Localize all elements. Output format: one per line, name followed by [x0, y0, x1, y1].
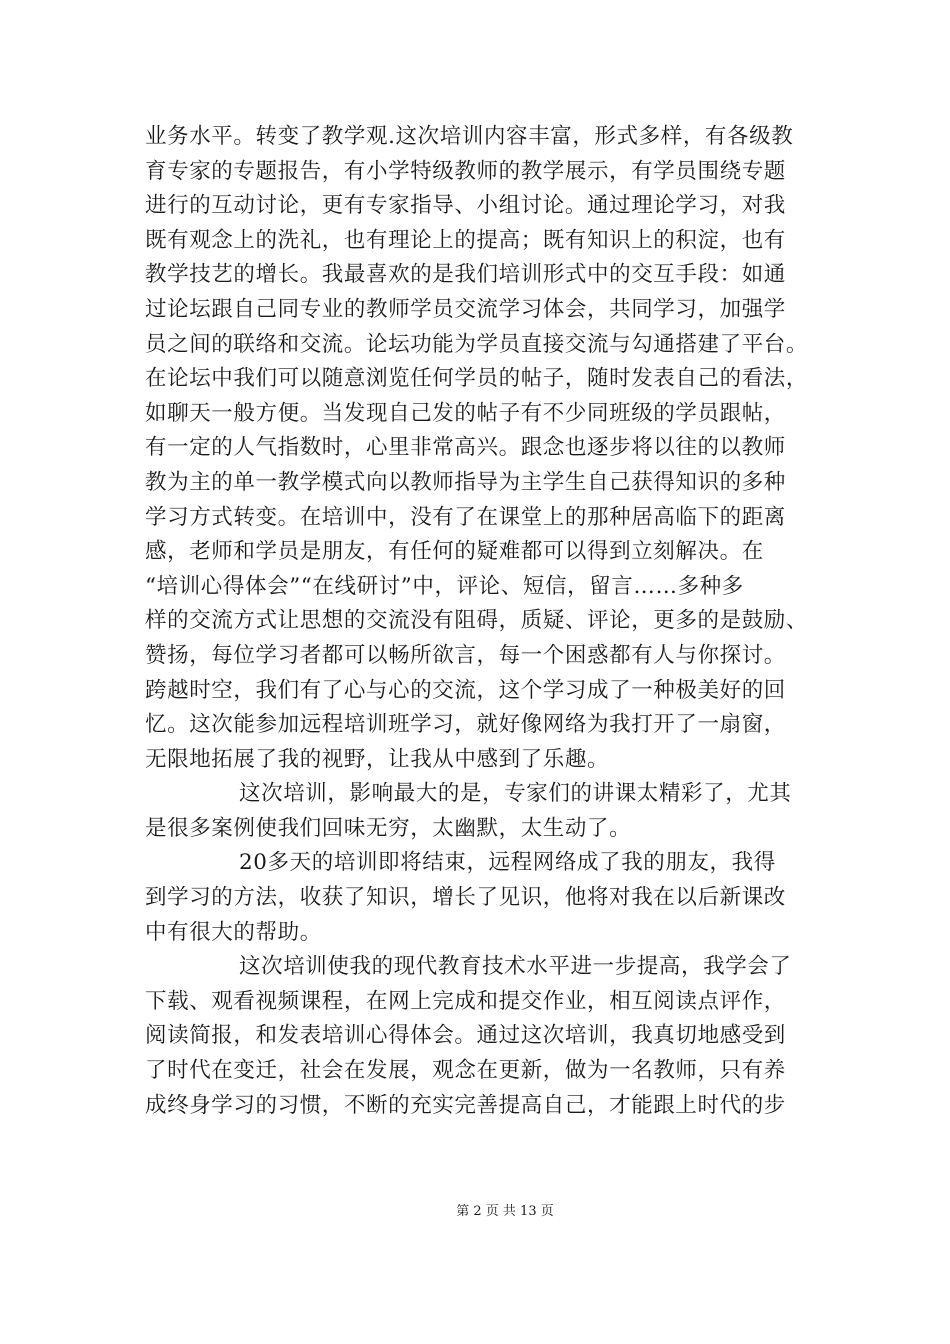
body-text — [145, 120, 825, 1123]
text-line: 是很多案例使我们回味无穷，太幽默，太生动了。 — [145, 815, 632, 841]
text-line: 跨越时空，我们有了心与心的交流，这个学习成了一种极美好的回 — [145, 677, 786, 703]
text-line: 了时代在变迁，社会在发展，观念在更新，做为一名教师，只有养 — [145, 1058, 786, 1084]
text-line: 教学技艺的增长。我最喜欢的是我们培训形式中的交互手段：如通 — [145, 262, 786, 288]
paragraph-first-line: 20多天的培训即将结束，远程网络成了我的朋友，我得 — [239, 850, 776, 876]
text-line: 样的交流方式让思想的交流没有阻碍，质疑、评论，更多的是鼓励、 — [145, 608, 809, 634]
text-line: 学习方式转变。在培训中，没有了在课堂上的那种居高临下的距离 — [145, 504, 786, 530]
paragraph-first-line: 这次培训使我的现代教育技术水平进一步提高，我学会了 — [239, 954, 792, 980]
paragraph-first-line: 这次培训，影响最大的是，专家们的讲课太精彩了，尤其 — [239, 781, 792, 807]
text-line: 在论坛中我们可以随意浏览任何学员的帖子，随时发表自己的看法， — [145, 366, 809, 392]
text-line: 阅读简报，和发表培训心得体会。通过这次培训，我真切地感受到 — [145, 1023, 786, 1049]
text-line: 无限地拓展了我的视野，让我从中感到了乐趣。 — [145, 746, 610, 772]
page-number: 第 2 页 共 13 页 — [456, 1204, 554, 1219]
text-line: “培训心得体会”“在线研讨”中，评论、短信，留言……多种多 — [145, 573, 744, 599]
text-line: 进行的互动讨论，更有专家指导、小组讨论。通过理论学习，对我 — [145, 193, 786, 219]
text-line: 赞扬，每位学习者都可以畅所欲言，每一个困惑都有人与你探讨。 — [145, 642, 786, 668]
text-line: 如聊天一般方便。当发现自己发的帖子有不少同班级的学员跟帖， — [145, 400, 786, 426]
text-line: 中有很大的帮助。 — [145, 919, 322, 945]
text-line: 感，老师和学员是朋友，有任何的疑难都可以得到立刻解决。在 — [145, 539, 764, 565]
text-line: 业务水平。转变了教学观.这次培训内容丰富，形式多样，有各级教 — [145, 124, 794, 149]
text-line: 有一定的人气指数时，心里非常高兴。跟念也逐步将以往的以教师 — [145, 435, 786, 461]
text-line: 过论坛跟自己同专业的教师学员交流学习体会，共同学习，加强学 — [145, 296, 786, 322]
text-line: 既有观念上的洗礼，也有理论上的提高；既有知识上的积淀，也有 — [145, 227, 786, 253]
text-line: 到学习的方法，收获了知识，增长了见识，他将对我在以后新课改 — [145, 885, 786, 911]
text-line: 育专家的专题报告，有小学特级教师的教学展示，有学员围绕专题 — [145, 158, 786, 184]
text-line: 忆。这次能参加远程培训班学习，就好像网络为我打开了一扇窗， — [145, 712, 786, 738]
text-line: 教为主的单一教学模式向以教师指导为主学生自己获得知识的多种 — [145, 469, 786, 495]
text-line: 成终身学习的习惯，不断的充实完善提高自己，才能跟上时代的步 — [145, 1092, 786, 1118]
text-line: 员之间的联络和交流。论坛功能为学员直接交流与勾通搭建了平台。 — [145, 331, 809, 357]
text-line: 下载、观看视频课程，在网上完成和提交作业，相互阅读点评作， — [145, 988, 786, 1014]
